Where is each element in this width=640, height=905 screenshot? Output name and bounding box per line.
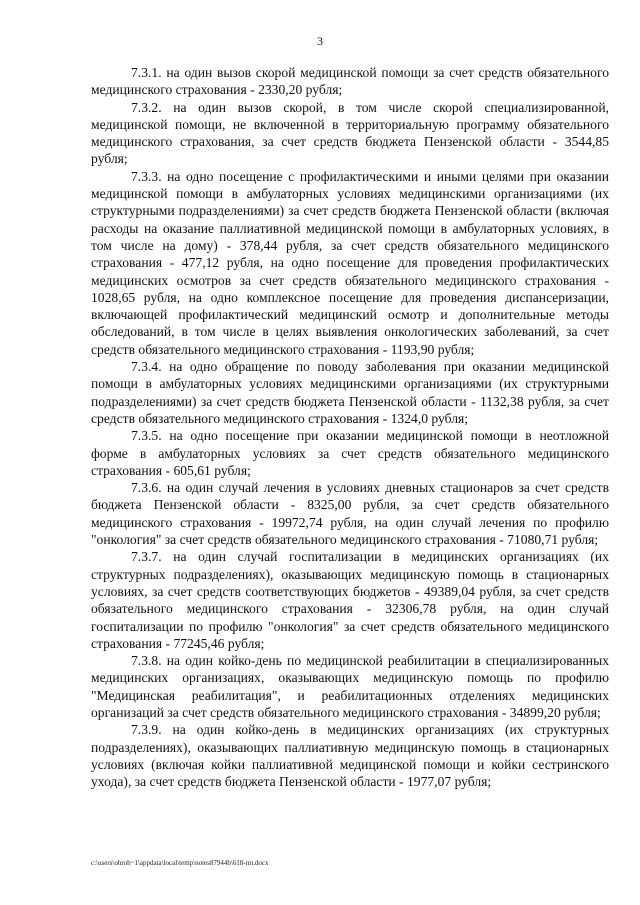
paragraph-7-3-9: 7.3.9. на один койко-день в медицинских организациях (их структурных подразделениях), оказывающих паллиативную медицинскую помощь в стационарных условиях (включая койки паллиативной медицинской помощи и койки сестринского ухода), за счет средств бюджета Пензенской области - 1977,07 рубля;	[91, 722, 609, 790]
paragraph-7-3-7: 7.3.7. на один случай госпитализации в медицинских организациях (их структурных подразделениях), оказывающих медицинскую помощь в стационарных условиях, за счет средств соответствующих бюджетов - 49389,04 рубля, за счет средств обязательного медицинского страхования - 32306,78 рубля, на один случай госпитализации по профилю "онкология" за счет средств обязательного медицинского страхования - 77245,46 рубля;	[91, 549, 609, 651]
paragraph-7-3-3: 7.3.3. на одно посещение с профилактическими и иными целями при оказании медицинской помощи в амбулаторных условиях медицинскими организациями (их структурными подразделениями) за счет средств бюджета Пензенской области (включая расходы на оказание паллиативной медицинской помощи в амбулаторных условиях, в том числе на дому) - 378,44 рубля, за счет средств обязательного медицинского страхования - 477,12 рубля, на одно посещение для проведения профилактических медицинских осмотров за счет средств обязательного медицинского страхования - 1028,65 рубля, на одно комплексное посещение для проведения диспансеризации, включающей профилактический медицинский осмотр и дополнительные методы обследований, в том числе в целях выявления онкологических заболеваний, за счет средств обязательного медицинского страхования - 1193,90 рубля;	[91, 168, 609, 357]
paragraph-7-3-6: 7.3.6. на один случай лечения в условиях дневных стационаров за счет средств бюджета Пензенской области - 8325,00 рубля, за счет средств обязательного медицинского страхования - 19972,74 рубля, на один случай лечения по профилю "онкология" за счет средств обязательного медицинского страхования - 71080,71 рубля;	[91, 480, 609, 548]
file-path-footer: c:\users\ohroh~1\appdata\local\temp\notes87944b\618-пп.docx	[91, 859, 269, 867]
paragraph-7-3-2: 7.3.2. на один вызов скорой, в том числе скорой специализированной, медицинской помощи, не включенной в территориальную программу обязательного медицинского страхования, за счет средств бюджета Пензенской области - 3544,85 рубля;	[91, 99, 609, 167]
document-body	[91, 64, 609, 790]
paragraph-7-3-4: 7.3.4. на одно обращение по поводу заболевания при оказании медицинской помощи в амбулаторных условиях медицинскими организациями (их структурными подразделениями) за счет средств бюджета Пензенской области - 1132,38 рубля, за счет средств обязательного медицинского страхования - 1324,0 рубля;	[91, 359, 609, 426]
paragraph-7-3-5: 7.3.5. на одно посещение при оказании медицинской помощи в неотложной форме в амбулаторных условиях за счет средств обязательного медицинского страхования - 605,61 рубля;	[91, 428, 609, 478]
paragraph-7-3-1: 7.3.1. на один вызов скорой медицинской помощи за счет средств обязательного медицинского страхования - 2330,20 рубля;	[91, 65, 609, 98]
paragraph-7-3-8: 7.3.8. на один койко-день по медицинской реабилитации в специализированных медицинских организациях, оказывающих медицинскую помощь по профилю "Медицинская реабилитация", и реабилитационных отделениях медицинских организаций за счет средств обязательного медицинского страхования - 34899,20 рубля;	[91, 653, 609, 720]
page-number: 3	[317, 34, 323, 48]
